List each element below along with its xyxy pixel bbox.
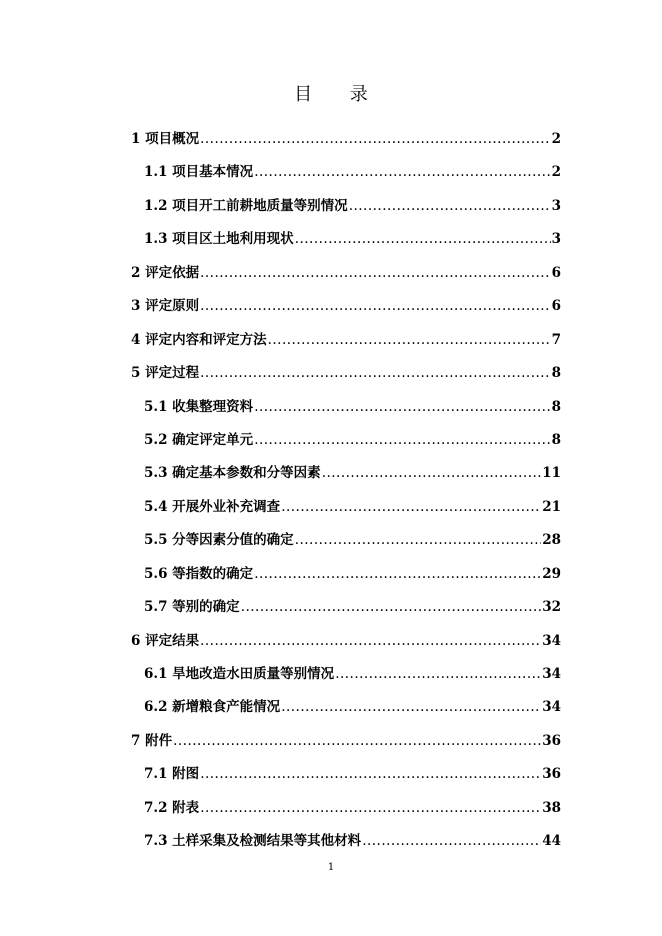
toc-entry-page: 7 <box>551 331 561 348</box>
toc-entry-label: 5.6 等指数的确定 <box>144 565 254 582</box>
toc-entry-label: 5.7 等别的确定 <box>144 599 240 616</box>
toc-dot-leader <box>254 156 550 189</box>
toc-dot-leader <box>254 424 550 457</box>
toc-entry-label: 7 附件 <box>131 732 173 749</box>
toc-dot-leader <box>268 324 551 357</box>
toc-dot-leader <box>241 591 542 624</box>
toc-entry[interactable] <box>131 424 561 457</box>
toc-entry-label: 1.3 项目区土地利用现状 <box>144 231 294 248</box>
toc-dot-leader <box>322 457 542 490</box>
toc-entry[interactable] <box>131 524 561 557</box>
toc-entry-page: 34 <box>542 699 561 716</box>
toc-entry-label: 6.2 新增粮食产能情况 <box>144 699 281 716</box>
toc-dot-leader <box>281 491 541 524</box>
toc-entry-page: 28 <box>542 532 561 549</box>
toc-entry-page: 2 <box>551 164 561 181</box>
toc-dot-leader <box>200 758 541 791</box>
toc-entry-label: 1.2 项目开工前耕地质量等别情况 <box>144 197 348 214</box>
toc-entry-label: 3 评定原则 <box>131 298 200 315</box>
toc-dot-leader <box>254 391 550 424</box>
toc-entry-label: 6 评定结果 <box>131 632 200 649</box>
toc-entry[interactable] <box>131 357 561 390</box>
toc-entry[interactable] <box>131 591 561 624</box>
toc-dot-leader <box>281 691 541 724</box>
toc-entry-page: 8 <box>551 365 561 382</box>
toc-entry[interactable] <box>131 391 561 424</box>
toc-entry-page: 8 <box>551 431 561 448</box>
toc-entry-page: 34 <box>542 632 561 649</box>
toc-dot-leader <box>200 290 551 323</box>
toc-entry[interactable] <box>131 290 561 323</box>
toc-entry-page: 29 <box>542 565 561 582</box>
toc-entry[interactable] <box>131 156 561 189</box>
page-number: 1 <box>327 862 335 873</box>
toc-dot-leader <box>173 725 541 758</box>
toc-dot-leader <box>200 123 551 156</box>
toc-entry[interactable] <box>131 792 561 825</box>
toc-entry-label: 5.5 分等因素分值的确定 <box>144 532 294 549</box>
toc-entry-page: 44 <box>542 833 561 850</box>
toc-entry[interactable] <box>131 491 561 524</box>
table-of-contents <box>131 123 561 859</box>
toc-entry-page: 3 <box>551 197 561 214</box>
toc-entry-page: 3 <box>551 231 561 248</box>
toc-entry-label: 5.4 开展外业补充调查 <box>144 498 281 515</box>
toc-entry[interactable] <box>131 758 561 791</box>
toc-entry-label: 4 评定内容和评定方法 <box>131 331 267 348</box>
toc-dot-leader <box>295 524 542 557</box>
toc-dot-leader <box>200 257 551 290</box>
toc-entry[interactable] <box>131 725 561 758</box>
toc-entry-label: 1.1 项目基本情况 <box>144 164 254 181</box>
toc-entry[interactable] <box>131 257 561 290</box>
toc-entry[interactable] <box>131 324 561 357</box>
toc-dot-leader <box>362 825 541 858</box>
toc-entry[interactable] <box>131 190 561 223</box>
toc-entry-page: 11 <box>542 465 561 482</box>
toc-entry[interactable] <box>131 825 561 858</box>
toc-entry-label: 2 评定依据 <box>131 264 200 281</box>
toc-entry[interactable] <box>131 558 561 591</box>
toc-dot-leader <box>200 625 541 658</box>
toc-entry-page: 38 <box>542 799 561 816</box>
toc-dot-leader <box>335 658 541 691</box>
toc-entry[interactable] <box>131 223 561 256</box>
toc-entry-label: 6.1 旱地改造水田质量等别情况 <box>144 666 335 682</box>
toc-entry-page: 36 <box>542 732 561 749</box>
toc-entry-page: 2 <box>551 131 561 147</box>
toc-entry-label: 1 项目概况 <box>131 131 200 147</box>
toc-entry-page: 8 <box>551 398 561 415</box>
toc-dot-leader <box>295 223 551 256</box>
toc-entry[interactable] <box>131 457 561 490</box>
toc-entry-label: 7.3 土样采集及检测结果等其他材料 <box>144 833 362 850</box>
page-title: 目 录 <box>294 84 384 105</box>
toc-dot-leader <box>349 190 551 223</box>
toc-entry-label: 7.2 附表 <box>144 799 200 816</box>
toc-entry-label: 5.1 收集整理资料 <box>144 398 254 415</box>
toc-entry-label: 7.1 附图 <box>144 766 200 783</box>
toc-entry[interactable] <box>131 658 561 691</box>
toc-entry[interactable] <box>131 691 561 724</box>
toc-dot-leader <box>200 357 551 390</box>
toc-entry-page: 6 <box>551 298 561 315</box>
toc-entry-page: 21 <box>542 498 561 515</box>
toc-entry[interactable] <box>131 625 561 658</box>
toc-entry[interactable] <box>131 123 561 156</box>
toc-entry-label: 5 评定过程 <box>131 365 200 382</box>
toc-dot-leader <box>200 792 541 825</box>
toc-entry-page: 36 <box>542 766 561 783</box>
toc-entry-page: 32 <box>542 599 561 616</box>
toc-dot-leader <box>254 558 541 591</box>
toc-entry-label: 5.3 确定基本参数和分等因素 <box>144 465 321 482</box>
toc-entry-label: 5.2 确定评定单元 <box>144 431 254 448</box>
toc-entry-page: 34 <box>542 666 561 682</box>
toc-entry-page: 6 <box>551 264 561 281</box>
